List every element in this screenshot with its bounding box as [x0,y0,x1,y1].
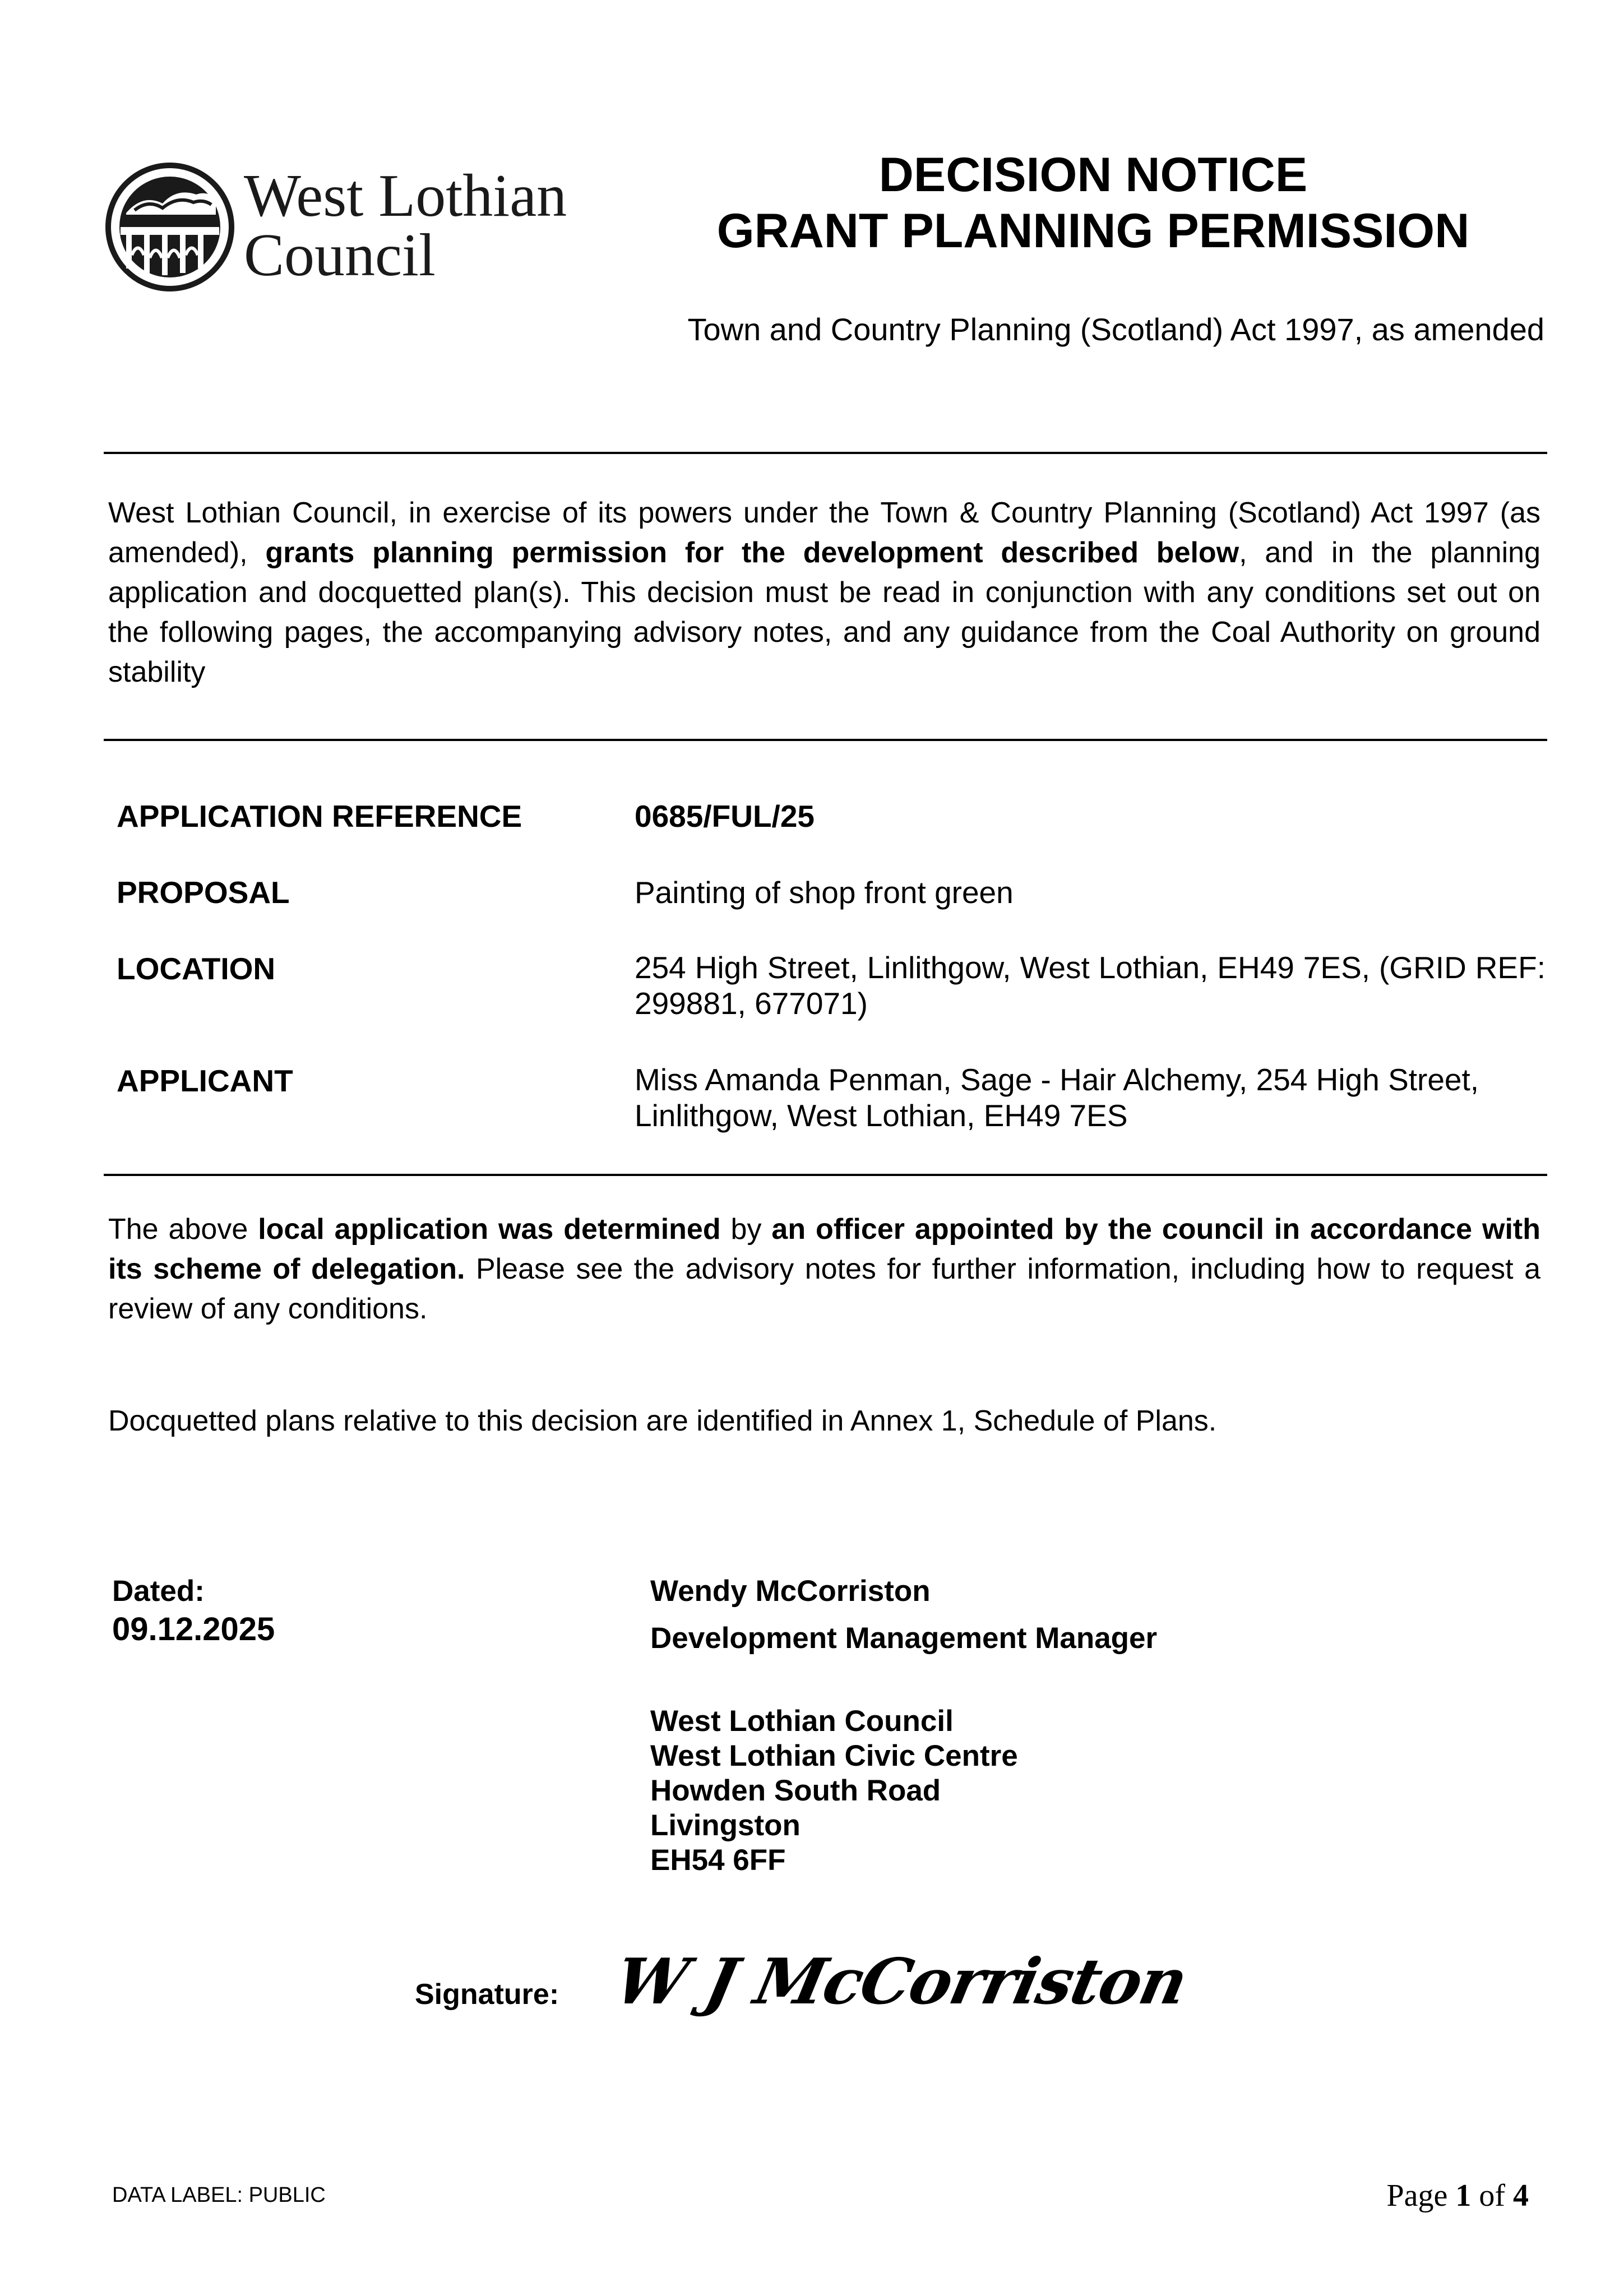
signature-label: Signature: [415,1978,559,2011]
determination-bold-1: local application was determined [258,1213,721,1246]
page-total: 4 [1513,2178,1529,2213]
decision-date: 09.12.2025 [112,1611,275,1647]
council-logo [104,160,608,300]
officer-role: Development Management Manager [650,1622,1158,1655]
determination-paragraph [108,1210,1540,1329]
act-reference: Town and Country Planning (Scotland) Act 1997, as amended [687,312,1544,347]
intro-text-2: , and in the planning application and docquetted plan(s). This decision must be read in conjunction with any conditions set out on the following pages, the accompanying advisory notes, and any guidance from the Coal Authority on ground stability [108,536,1540,688]
page-word: Page [1386,2178,1448,2213]
logo-text-line1: West Lothian [244,163,567,229]
reference-value: 0685/FUL/25 [635,799,815,834]
location-label: LOCATION [117,951,276,986]
intro-text-1: West Lothian Council, in exercise of its powers under the Town & Country Planning (Scotland) Act 1997 (as amended), [108,497,1540,569]
location-value: 254 High Street, Linlithgow, West Lothian, EH49 7ES, (GRID REF: 299881, 677071) [635,950,1546,1021]
plans-note: Docquetted plans relative to this decision are identified in Annex 1, Schedule of Plans. [108,1405,1217,1437]
page-current: 1 [1455,2178,1472,2213]
page-number [1386,2178,1529,2214]
proposal-value: Painting of shop front green [635,875,1014,910]
logo-text-line2: Council [244,222,436,289]
intro-paragraph [108,493,1540,692]
council-address [650,1704,1018,1878]
reference-label: APPLICATION REFERENCE [117,799,522,834]
address-line: West Lothian Civic Centre [650,1739,1018,1772]
determination-text-1: The above [108,1213,258,1246]
officer-name: Wendy McCorriston [650,1575,931,1608]
intro-text-bold: grants planning permission for the development described below [265,536,1239,569]
divider [104,452,1547,454]
applicant-value: Miss Amanda Penman, Sage - Hair Alchemy, 254 High Street, Linlithgow, West Lothian, EH49 7ES [635,1062,1479,1133]
dated-label: Dated: [112,1575,205,1608]
applicant-label: APPLICANT [117,1063,293,1098]
address-line: EH54 6FF [650,1844,786,1877]
determination-bold-2: an officer appointed by the council in accordance with its scheme of delegation. [108,1213,1540,1285]
notice-title: DECISION NOTICE [878,148,1308,202]
signature: W J McCorriston [609,1945,1193,2019]
notice-subtitle: GRANT PLANNING PERMISSION [716,204,1470,258]
data-label: DATA LABEL: PUBLIC [112,2183,326,2207]
page-of: of [1479,2178,1505,2213]
determination-text-2: by [720,1213,772,1246]
address-line: Howden South Road [650,1774,941,1807]
divider [104,739,1547,741]
divider [104,1174,1547,1176]
proposal-label: PROPOSAL [117,875,290,910]
determination-text-3: Please see the advisory notes for further information, including how to request a review of any conditions. [108,1253,1540,1325]
address-line: West Lothian Council [650,1705,954,1738]
address-line: Livingston [650,1809,801,1842]
